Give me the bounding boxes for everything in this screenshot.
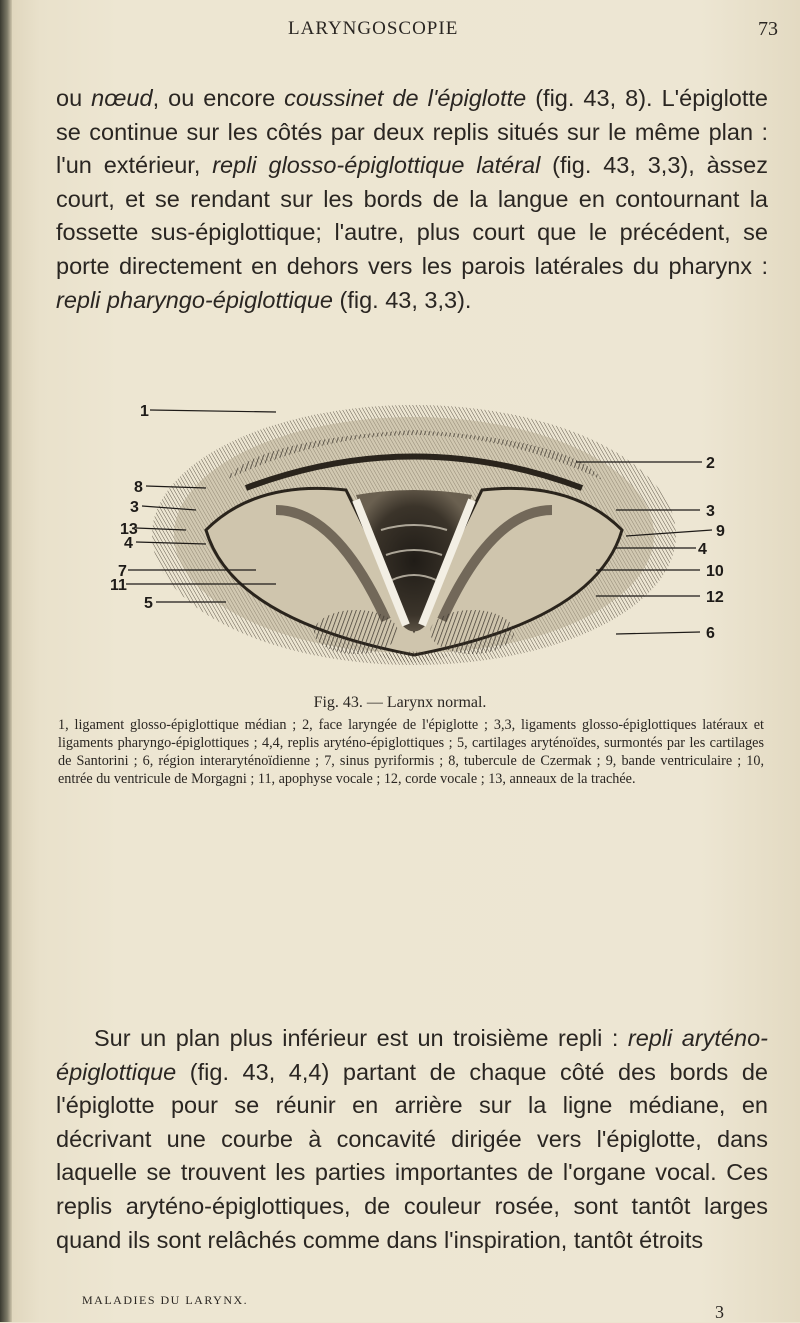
italic-term: repli aryténo-épiglottique xyxy=(56,1025,768,1085)
page-header xyxy=(0,18,800,48)
italic-term: repli glosso-épiglottique latéral xyxy=(212,152,541,179)
text-span: ou xyxy=(56,85,92,111)
callout-5: 5 xyxy=(144,595,153,612)
figure-legend: 1, ligament glosso-épiglottique médian ; 2, face laryngée de l'épiglotte ; 3,3, ligaments glosso-épiglottiques latéraux et ligaments pharyngo-épiglottiques ; 4,4, replis aryténo-épiglottiques ; 5, cartilages aryténoïdes, surmontés par les cartilages de Santorini ; 6, région interaryténoïdienne ; 7, sinus pyriformis ; 8, tubercule de Czermak ; 9, bande ventriculaire ; 10, entrée du ventricule de Morgagni ; 11, apophyse vocale ; 12, corde vocale ; 13, anneaux de la trachée. xyxy=(58,717,764,787)
text-span: (fig. 43, 4,4) partant de chaque côté des bords de l'épiglotte pour se réunir en arrière sur la ligne médiane, en décrivant une courbe à concavité dirigée vers l'épiglotte, dans laquelle se trouvent les parties importantes de l'organe vocal. Ces replis aryténo-épiglottiques, de couleur rosée, sont tantôt larges quand ils sont relâchés comme dans l'inspiration, tantôt étroits xyxy=(56,1058,768,1253)
callout-8: 8 xyxy=(134,479,143,496)
arytenoid-cartilage xyxy=(430,610,514,654)
page-number: 73 xyxy=(758,18,778,40)
larynx-figure xyxy=(56,370,768,670)
text-span: (fig. 43, 3,3), àssez court, et se rendant sur les bords de la langue en contournant la fossette sus-épiglottique; l'autre, plus court que le précédent, se porte directement en dehors vers les parois latérales du pharynx : xyxy=(56,152,769,279)
text-span: (fig. 43, 3,3). xyxy=(332,286,472,313)
callout-2: 2 xyxy=(706,455,715,472)
text-span: (fig. 43, 8). xyxy=(526,85,662,111)
callout-4: 4 xyxy=(124,535,133,552)
italic-term: coussinet de l'épiglotte xyxy=(284,85,527,111)
larynx-illustration xyxy=(56,370,768,670)
italic-term: repli pharyngo-épiglottique xyxy=(56,286,333,313)
callout-3-right: 3 xyxy=(706,503,715,520)
arytenoid-cartilage xyxy=(314,610,398,654)
figure-caption: Fig. 43. — Larynx normal. xyxy=(313,694,487,711)
callout-10: 10 xyxy=(706,563,724,580)
paragraph-2 xyxy=(56,1022,768,1257)
paragraph-1 xyxy=(56,82,768,317)
running-title: LARYNGOSCOPIE xyxy=(288,18,459,39)
callout-9: 9 xyxy=(716,523,725,540)
book-spine-edge xyxy=(0,0,12,1322)
italic-term: nœud xyxy=(91,85,153,111)
callout-11: 11 xyxy=(110,577,127,594)
callout-6: 6 xyxy=(706,625,715,642)
text-span: Sur un plan plus inférieur est un troisième repli : xyxy=(94,1025,628,1051)
text-span: , ou encore xyxy=(152,85,285,111)
callout-7: 7 xyxy=(118,563,127,580)
callout-3: 3 xyxy=(130,499,139,516)
callout-4-right: 4 xyxy=(698,541,707,558)
text-span: L'épiglotte se continue sur les côtés par deux replis situés sur le même plan : l'un extérieur, xyxy=(56,85,768,179)
signature-line: MALADIES DU LARYNX. xyxy=(82,1293,249,1307)
signature-number: 3 xyxy=(715,1302,724,1322)
callout-1: 1 xyxy=(140,403,149,420)
callout-13: 13 xyxy=(120,521,138,538)
callout-12: 12 xyxy=(706,589,724,606)
